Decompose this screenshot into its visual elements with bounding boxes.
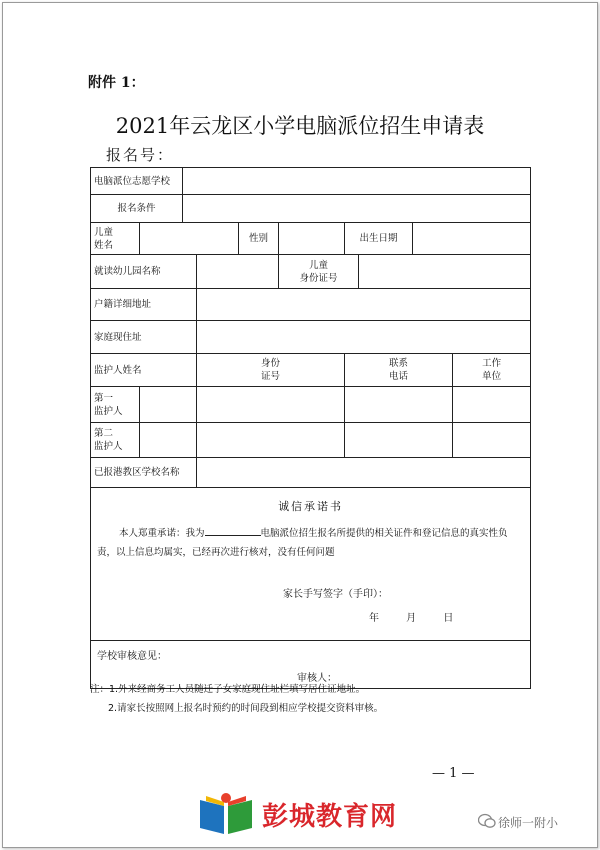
child-id-field[interactable] bbox=[359, 255, 531, 289]
row-guardian-header bbox=[91, 354, 531, 387]
guardian-2-id-field[interactable] bbox=[197, 423, 345, 458]
pledge-text bbox=[97, 524, 524, 562]
wechat-icon bbox=[478, 813, 496, 829]
pledge-date-line: 年 月 日 bbox=[369, 613, 454, 624]
row-guardian-1 bbox=[91, 387, 531, 423]
footnotes bbox=[90, 680, 383, 718]
registration-number-label: 报名号： bbox=[106, 146, 175, 164]
watermark-account: 徐师一附小 bbox=[498, 816, 559, 830]
school-review-label: 学校审核意见： bbox=[97, 651, 167, 662]
note-2: 2.请家长按照网上报名时预约的时间段到相应学校提交资料审核。 bbox=[108, 703, 384, 714]
parent-signature-label: 家长手写签字（手印）： bbox=[283, 589, 388, 600]
page-number: — 1 — bbox=[432, 766, 475, 781]
gender-label: 性别 bbox=[239, 223, 279, 255]
guardian-1-work-field[interactable] bbox=[453, 387, 531, 423]
row-registered-school bbox=[91, 458, 531, 488]
target-school-field[interactable] bbox=[183, 168, 531, 195]
target-school-label: 电脑派位志愿学校 bbox=[91, 168, 183, 195]
row-kindergarten bbox=[91, 255, 531, 289]
book-logo-icon bbox=[196, 790, 256, 842]
household-address-field[interactable] bbox=[197, 289, 531, 321]
guardian-1-name-field[interactable] bbox=[140, 387, 197, 423]
pledge-blank[interactable] bbox=[205, 525, 261, 536]
registered-school-field[interactable] bbox=[197, 458, 531, 488]
row-child-info bbox=[91, 223, 531, 255]
row-guardian-2 bbox=[91, 423, 531, 458]
pledge-section bbox=[91, 488, 531, 641]
household-address-label: 户籍详细地址 bbox=[91, 289, 197, 321]
attachment-label: 附件 1： bbox=[88, 75, 145, 91]
kindergarten-label: 就读幼儿园名称 bbox=[91, 255, 197, 289]
row-target-school bbox=[91, 168, 531, 195]
child-name-label: 儿童 姓名 bbox=[91, 223, 140, 255]
pledge-title: 诚信承诺书 bbox=[278, 500, 344, 513]
application-form-table bbox=[90, 167, 531, 689]
row-pledge bbox=[91, 488, 531, 641]
watermark-brand: 彭城教育网 bbox=[262, 802, 398, 832]
child-name-field[interactable] bbox=[140, 223, 239, 255]
reviewer-label: 审核人： bbox=[297, 673, 337, 684]
conditions-label: 报名条件 bbox=[91, 195, 183, 223]
registered-school-label: 已报港教区学校名称 bbox=[91, 458, 197, 488]
guardian-2-work-field[interactable] bbox=[453, 423, 531, 458]
row-household-address bbox=[91, 289, 531, 321]
pledge-text-before: 本人郑重承诺：我为 bbox=[119, 528, 205, 539]
note-1: 注：1.外来经商务工人员随迁子女家庭现住址栏填写居住证地址。 bbox=[90, 684, 366, 695]
id-number-label: 身份 证号 bbox=[197, 354, 345, 387]
home-address-label: 家庭现住址 bbox=[91, 321, 197, 354]
birth-date-label: 出生日期 bbox=[345, 223, 413, 255]
work-unit-label: 工作 单位 bbox=[453, 354, 531, 387]
row-home-address bbox=[91, 321, 531, 354]
guardian-2-name-field[interactable] bbox=[140, 423, 197, 458]
row-conditions bbox=[91, 195, 531, 223]
kindergarten-field[interactable] bbox=[197, 255, 279, 289]
pledge-text-after: 电脑派位招生报名所提供的相关证件和登记信息的真实性负责，以上信息均属实，已经再次进行核对，没有任何问题 bbox=[97, 528, 508, 558]
conditions-field[interactable] bbox=[183, 195, 531, 223]
gender-field[interactable] bbox=[279, 223, 345, 255]
form-title: 2021年云龙区小学电脑派位招生申请表 bbox=[115, 114, 485, 138]
guardian-1-label: 第一 监护人 bbox=[91, 387, 140, 423]
guardian-name-label: 监护人姓名 bbox=[91, 354, 197, 387]
guardian-1-id-field[interactable] bbox=[197, 387, 345, 423]
guardian-2-label: 第二 监护人 bbox=[91, 423, 140, 458]
contact-phone-label: 联系 电话 bbox=[345, 354, 453, 387]
guardian-1-phone-field[interactable] bbox=[345, 387, 453, 423]
home-address-field[interactable] bbox=[197, 321, 531, 354]
birth-date-field[interactable] bbox=[413, 223, 531, 255]
guardian-2-phone-field[interactable] bbox=[345, 423, 453, 458]
child-id-label: 儿童 身份证号 bbox=[279, 255, 359, 289]
